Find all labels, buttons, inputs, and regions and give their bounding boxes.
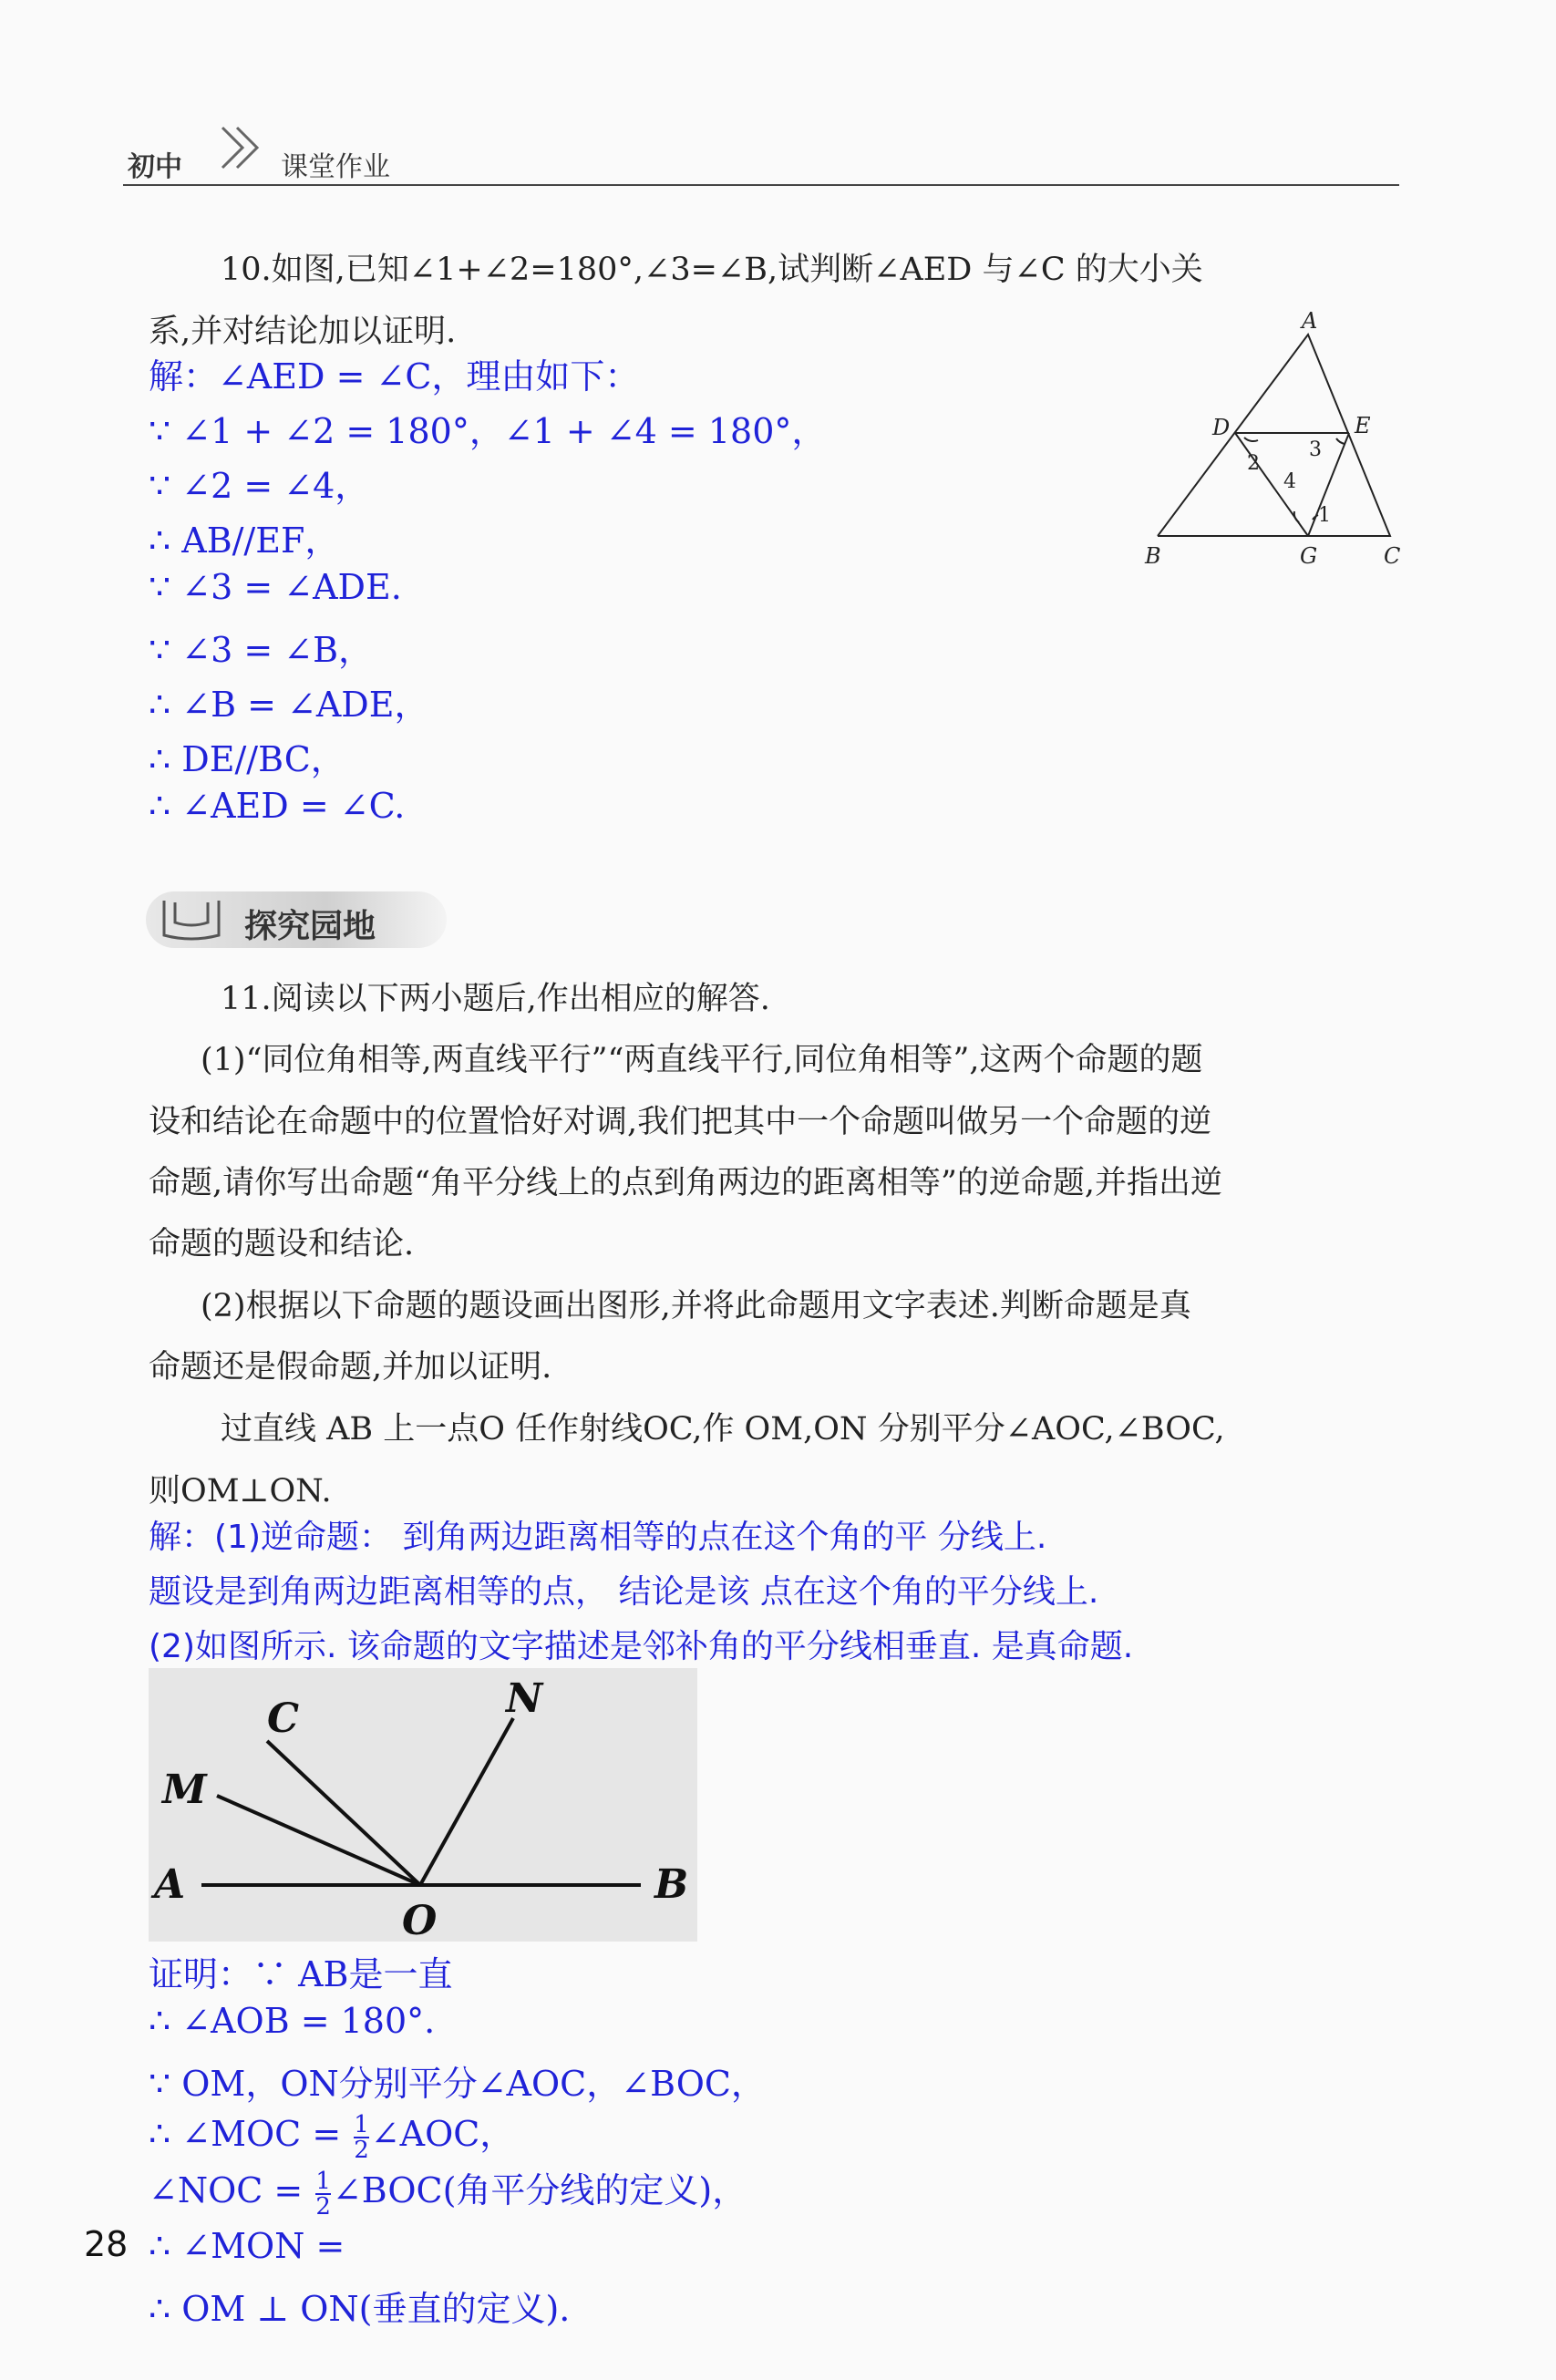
q11-answer-0: 解：(1)逆命题： 到角两边距离相等的点在这个角的平 分线上. (149, 1519, 1047, 1556)
proof-line-4-b: ∠AOC， (370, 2114, 515, 2154)
proof-line-4 (149, 2106, 514, 2162)
fraction-num: 1 (354, 2110, 369, 2138)
q10-sol-1: ∵ ∠1 + ∠2 = 180°，∠1 + ∠4 = 180°， (149, 411, 827, 451)
fig-angle-4: 4 (1283, 470, 1296, 493)
proof-line-5-a: ∠NOC = (149, 2170, 314, 2210)
q11-line-0: 11.阅读以下两小题后,作出相应的解答. (221, 981, 770, 1017)
q10-line2: 系,并对结论加以证明. (149, 314, 457, 350)
fig2-label-M: M (162, 1767, 207, 1813)
proof-line-5 (149, 2162, 747, 2219)
fig-label-A: A (1302, 308, 1318, 334)
proof-line-3: ∵ OM，ON分别平分∠AOC，∠BOC， (149, 2064, 766, 2104)
q10-sol-7: ∴ DE//BC， (149, 739, 345, 779)
q11-line-1: (1)“同位角相等,两直线平行”“两直线平行,同位角相等”,这两个命题的题 (201, 1042, 1203, 1078)
q11-line-7: 过直线 AB 上一点O 任作射线OC,作 OM,ON 分别平分∠AOC,∠BOC, (221, 1411, 1225, 1448)
fraction-den-2: 2 (315, 2192, 331, 2220)
fraction-half (354, 2110, 369, 2164)
triangle-figure (1130, 305, 1422, 579)
fig-angle-1: 1 (1318, 504, 1331, 527)
double-chevron-icon (215, 118, 270, 173)
proof-line-4-a: ∴ ∠MOC = (149, 2114, 353, 2154)
q10-sol-2: ∵ ∠2 = ∠4， (149, 466, 370, 506)
q11-line-6: 命题还是假命题,并加以证明. (149, 1349, 552, 1386)
fig2-label-N: N (506, 1675, 543, 1722)
q10-sol-0: 解：∠AED = ∠C，理由如下： (149, 356, 640, 397)
fig2-label-A: A (154, 1861, 186, 1908)
fig-label-G: G (1300, 543, 1318, 569)
fig2-label-O: O (402, 1898, 438, 1942)
fig2-label-B: B (654, 1861, 689, 1908)
q10-line1: 10.如图,已知∠1+∠2=180°,∠3=∠B,试判断∠AED 与∠C 的大小关 (221, 252, 1203, 288)
fig-angle-2: 2 (1247, 452, 1260, 475)
angle-figure (149, 1668, 697, 1942)
q10-sol-3: ∴ AB//EF， (149, 520, 340, 561)
fraction-half-2 (315, 2169, 331, 2219)
q11-line-8: 则OM⊥ON. (149, 1473, 332, 1509)
proof-line-7: ∴ OM ⊥ ON(垂直的定义). (149, 2289, 571, 2329)
q11-answer-1: 题设是到角两边距离相等的点， 结论是该 点在这个角的平分线上. (149, 1573, 1099, 1611)
page-number: 28 (84, 2224, 129, 2264)
proof-line-1: 证明：∵ AB是一直 (149, 1954, 453, 1994)
proof-line-6: ∴ ∠MON = (149, 2226, 345, 2266)
header-tag: 初中 (128, 151, 182, 183)
q11-line-4: 命题的题设和结论. (149, 1226, 415, 1262)
q10-sol-6: ∴ ∠B = ∠ADE， (149, 685, 429, 725)
fig-angle-3: 3 (1309, 438, 1322, 461)
q10-sol-5: ∵ ∠3 = ∠B， (149, 630, 374, 670)
fig-label-E: E (1355, 413, 1371, 438)
fraction-den: 2 (354, 2136, 369, 2164)
q10-sol-4: ∵ ∠3 = ∠ADE. (149, 567, 402, 607)
fig-label-B: B (1145, 543, 1161, 569)
q11-line-2: 设和结论在命题中的位置恰好对调,我们把其中一个命题叫做另一个命题的逆 (149, 1104, 1212, 1140)
q10-sol-8: ∴ ∠AED = ∠C. (149, 786, 406, 826)
section-title: 探究园地 (244, 908, 376, 945)
fraction-num-2: 1 (315, 2167, 331, 2195)
q11-line-5: (2)根据以下命题的题设画出图形,并将此命题用文字表述.判断命题是真 (201, 1288, 1191, 1324)
proof-line-5-b: ∠BOC(角平分线的定义)， (332, 2170, 747, 2210)
fig-label-D: D (1212, 415, 1231, 440)
q11-answer-2: (2)如图所示. 该命题的文字描述是邻补角的平分线相垂直. 是真命题. (149, 1628, 1134, 1665)
proof-line-2: ∴ ∠AOB = 180°. (149, 2001, 436, 2041)
fig-label-C: C (1384, 543, 1401, 569)
book-icon (155, 895, 228, 944)
header-rule (123, 184, 1399, 186)
q11-line-3: 命题,请你写出命题“角平分线上的点到角两边的距离相等”的逆命题,并指出逆 (149, 1165, 1223, 1201)
fig2-label-C: C (267, 1695, 300, 1742)
header-title: 课堂作业 (281, 151, 390, 183)
